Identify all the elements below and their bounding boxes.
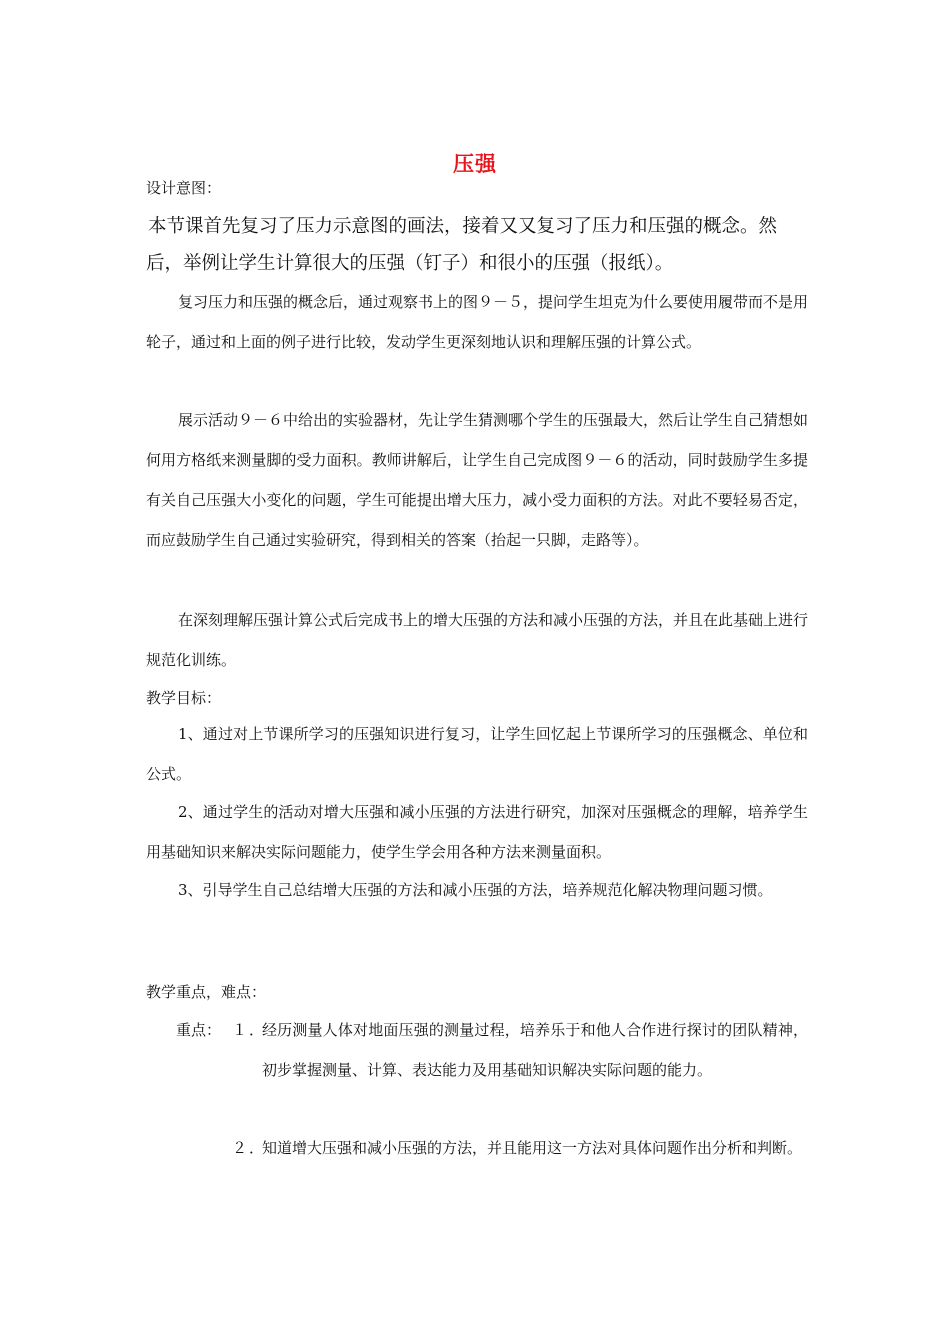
goals-heading: 教学目标： — [146, 689, 222, 707]
design-heading: 设计意图： — [146, 179, 222, 197]
design-intro-paragraph: 本节课首先复习了压力示意图的画法，接着又又复习了压力和压强的概念。然后，举例让学生计算很大的压强（钉子）和很小的压强（报纸）。 — [146, 216, 778, 274]
goal-item-3: 3、引导学生自己总结增大压强的方法和减小压强的方法，培养规范化解决物理问题习惯。 — [178, 881, 773, 899]
design-paragraph-1: 复习压力和压强的概念后，通过观察书上的图９－５，提问学生坦克为什么要使用履带而不是用轮子，通过和上面的例子进行比较，发动学生更深刻地认识和理解压强的计算公式。 — [146, 293, 809, 351]
document-title: 压强 — [453, 152, 497, 176]
keypoint-item-1 — [146, 1010, 808, 1130]
design-paragraph-3: 在深刻理解压强计算公式后完成书上的增大压强的方法和减小压强的方法，并且在此基础上进行规范化训练。 — [146, 611, 809, 669]
keypoint-number: ２． — [232, 1139, 267, 1157]
design-paragraph-2: 展示活动９－６中给出的实验器材，先让学生猜测哪个学生的压强最大，然后让学生自己猜想如何用方格纸来测量脚的受力面积。教师讲解后，让学生自己完成图９－６的活动，同时鼓励学生多提有关自己压强大小变化的问题，学生可能提出增大压力，减小受力面积的方法。对此不要轻易否定，而应鼓励学生自己通过实验研究，得到相关的答案（抬起一只脚，走路等）。 — [146, 411, 809, 549]
keypoints-heading: 教学重点，难点： — [146, 983, 267, 1001]
keypoint-text: 知道增大压强和减小压强的方法，并且能用这一方法对具体问题作出分析和判断。 — [262, 1139, 803, 1157]
keypoints-label: 重点： — [176, 1021, 222, 1039]
keypoint-number: １． — [232, 1021, 267, 1039]
keypoint-item-2 — [146, 1128, 808, 1208]
goal-item-2: 2、通过学生的活动对增大压强和减小压强的方法进行研究，加深对压强概念的理解，培养学生用基础知识来解决实际问题能力，使学生学会用各种方法来测量面积。 — [146, 803, 808, 861]
goal-item-1: 1、通过对上节课所学习的压强知识进行复习，让学生回忆起上节课所学习的压强概念、单位和公式。 — [146, 725, 808, 783]
keypoint-text: 经历测量人体对地面压强的测量过程，培养乐于和他人合作进行探讨的团队精神，初步掌握测量、计算、表达能力及用基础知识解决实际问题的能力。 — [262, 1021, 808, 1079]
